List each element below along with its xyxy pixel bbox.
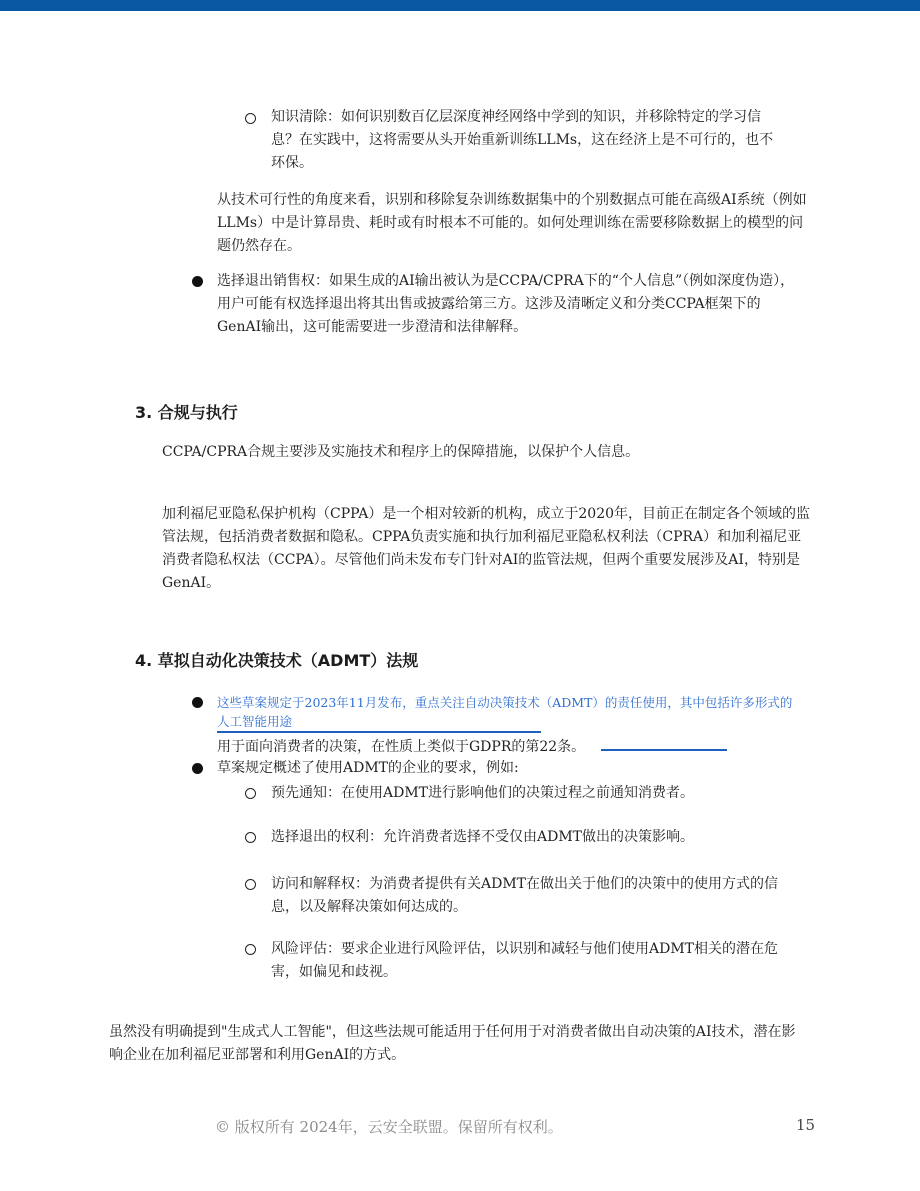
link-underline — [601, 749, 727, 751]
list-item: 知识清除：如何识别数百亿层深度神经网络中学到的知识，并移除特定的学习信息？在实践中，这将需要从头开始重新训练LLMs，这在经济上是不可行的，也不环保。 — [271, 109, 774, 171]
hollow-bullet-icon — [245, 113, 256, 124]
list-item: 访问和解释权：为消费者提供有关ADMT在做出关于他们的决策中的使用方式的信息，以及解释决策如何达成的。 — [271, 876, 779, 915]
paragraph: CCPA/CPRA合规主要涉及实施技术和程序上的保障措施，以保护个人信息。 — [162, 444, 640, 460]
list-item: 预先通知：在使用ADMT进行影响他们的决策过程之前通知消费者。 — [271, 785, 695, 801]
bullet-icon — [192, 763, 203, 774]
list-item: 选择退出销售权：如果生成的AI输出被认为是CCPA/CPRA下的“个人信息”（例如深度伪造），用户可能有权选择退出将其出售或披露给第三方。这涉及清晰定义和分类CCPA框架下的GenAI输出，这可能需要进一步澄清和法律解释。 — [217, 273, 795, 335]
paragraph: 加利福尼亚隐私保护机构（CPPA）是一个相对较新的机构，成立于2020年，目前正在制定各个领域的监管法规，包括消费者数据和隐私。CPPA负责实施和执行加利福尼亚隐私权利法（CPRA）和加利福尼亚消费者隐私权法（CCPA）。尽管他们尚未发布专门针对AI的监管法规，但两个重要发展涉及AI，特别是GenAI。 — [162, 506, 811, 591]
hollow-bullet-icon — [245, 944, 256, 955]
list-item: 草案规定概述了使用ADMT的企业的要求，例如: — [217, 760, 519, 776]
section-heading: 3. 合规与执行 — [135, 403, 238, 422]
page-number: 15 — [796, 1116, 816, 1134]
link-underline — [217, 731, 541, 733]
section-heading: 4. 草拟自动化决策技术（ADMT）法规 — [135, 651, 419, 670]
paragraph: 从技术可行性的角度来看，识别和移除复杂训练数据集中的个别数据点可能在高级AI系统（例如LLMs）中是计算昂贵、耗时或有时根本不可能的。如何处理训练在需要移除数据上的模型的问题仍然存在。 — [217, 192, 807, 254]
list-item: 用于面向消费者的决策，在性质上类似于GDPR的第22条。 — [217, 739, 586, 755]
footer-copyright: © 版权所有 2024年，云安全联盟。保留所有权利。 — [215, 1118, 563, 1136]
list-item: 风险评估：要求企业进行风险评估，以识别和减轻与他们使用ADMT相关的潜在危害，如偏见和歧视。 — [271, 941, 779, 980]
source-link[interactable]: 这些草案规定于2023年11月发布，重点关注自动决策技术（ADMT）的责任使用，其中包括许多形式的人工智能用途 — [217, 695, 793, 729]
hollow-bullet-icon — [245, 879, 256, 890]
header-bar — [0, 0, 920, 11]
hollow-bullet-icon — [245, 788, 256, 799]
list-item: 选择退出的权利：允许消费者选择不受仅由ADMT做出的决策影响。 — [271, 829, 695, 845]
paragraph: 虽然没有明确提到"生成式人工智能"，但这些法规可能适用于任何用于对消费者做出自动决策的AI技术，潜在影响企业在加利福尼亚部署和利用GenAI的方式。 — [109, 1024, 796, 1063]
bullet-icon — [192, 697, 203, 708]
hollow-bullet-icon — [245, 832, 256, 843]
bullet-icon — [192, 276, 203, 287]
